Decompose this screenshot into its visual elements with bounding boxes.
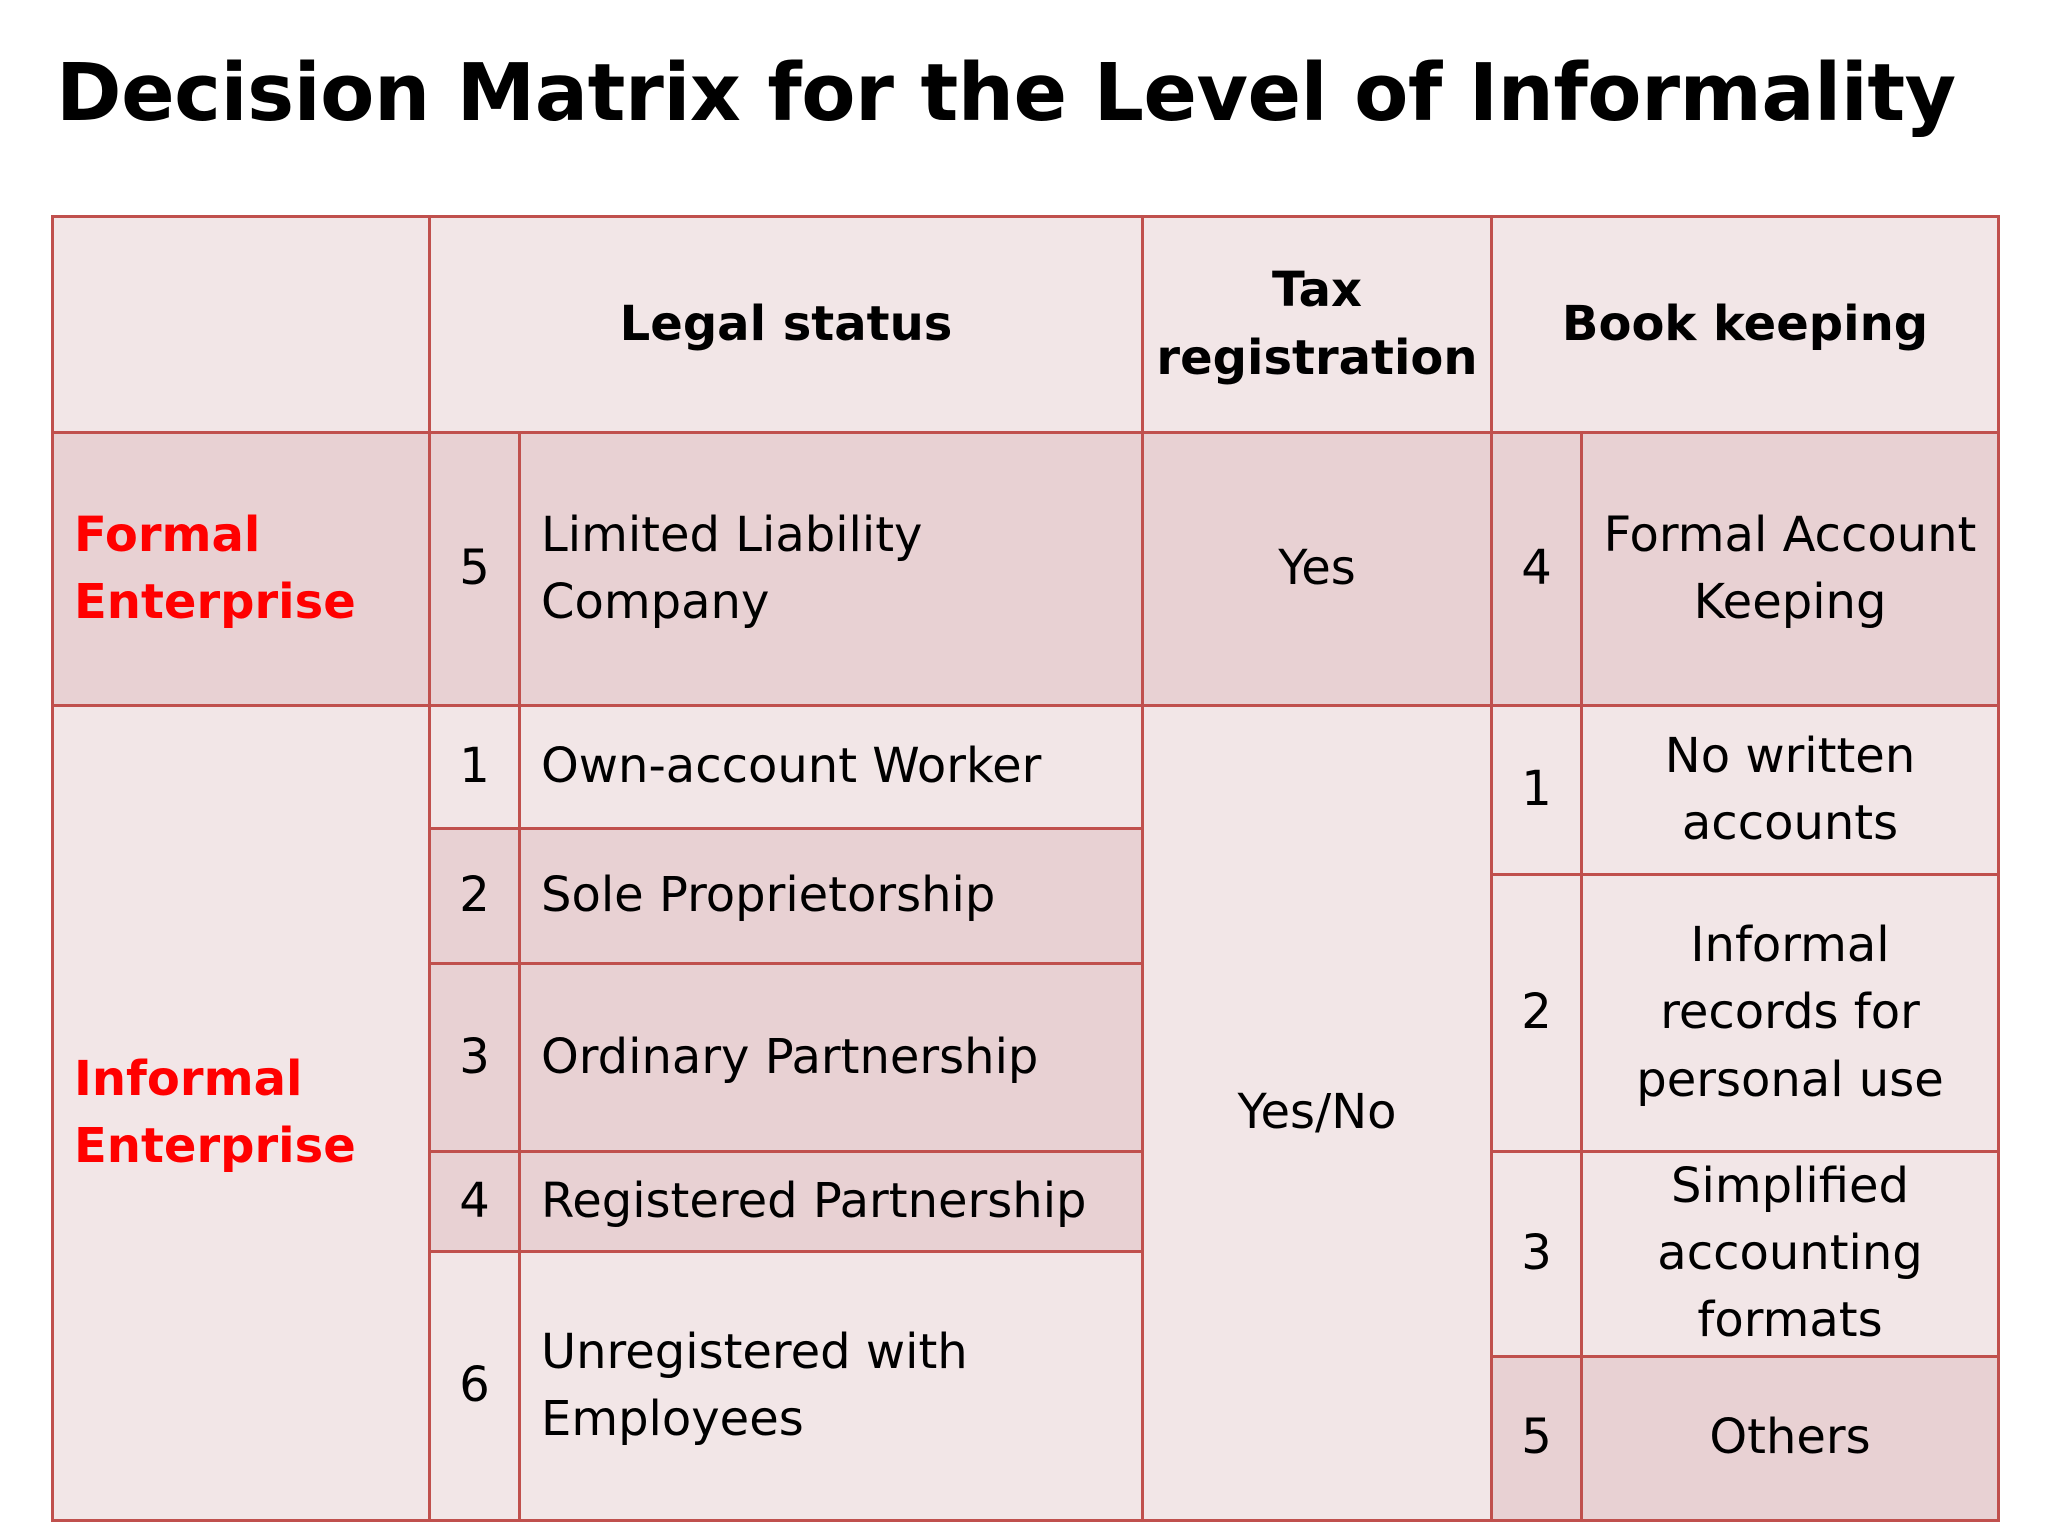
legal-status-sole-proprietorship: Sole Proprietorship xyxy=(520,829,1143,964)
book-2-line2: records for xyxy=(1660,984,1920,1041)
book-number-3: 3 xyxy=(1492,1152,1582,1357)
legal-status-unregistered-with-employees xyxy=(520,1252,1143,1521)
legal-number-2: 2 xyxy=(430,829,520,964)
book-keeping-no-written-accounts xyxy=(1582,706,1999,875)
formal-legal-line2: Company xyxy=(541,574,770,630)
book-keeping-others: Others xyxy=(1582,1356,1999,1520)
formal-tax-registration: Yes xyxy=(1143,433,1492,706)
tax-registration-header xyxy=(1143,217,1492,433)
tax-header-line2: registration xyxy=(1156,329,1478,386)
legal-status-ordinary-partnership: Ordinary Partnership xyxy=(520,964,1143,1152)
legal-number-3: 3 xyxy=(430,964,520,1152)
book-keeping-header: Book keeping xyxy=(1492,217,1999,433)
formal-book-keeping xyxy=(1582,433,1999,706)
decision-matrix-table xyxy=(51,215,2000,1522)
book-3-line2: accounting xyxy=(1657,1225,1923,1282)
book-3-line3: formats xyxy=(1697,1292,1883,1349)
legal-number-4: 4 xyxy=(430,1152,520,1252)
formal-book-number: 4 xyxy=(1492,433,1582,706)
header-row xyxy=(53,217,1999,433)
book-1-line1: No written xyxy=(1664,727,1916,784)
legal-status-registered-partnership: Registered Partnership xyxy=(520,1152,1143,1252)
legal-status-header: Legal status xyxy=(430,217,1143,433)
book-number-5: 5 xyxy=(1492,1356,1582,1520)
informal-tax-registration: Yes/No xyxy=(1143,706,1492,1521)
legal-6-line1: Unregistered with xyxy=(541,1323,968,1380)
informal-row xyxy=(53,706,1999,829)
book-number-2: 2 xyxy=(1492,875,1582,1152)
formal-legal-status xyxy=(520,433,1143,706)
legal-number-1: 1 xyxy=(430,706,520,829)
legal-status-own-account-worker: Own-account Worker xyxy=(520,706,1143,829)
formal-enterprise-label xyxy=(53,433,430,706)
formal-book-line1: Formal Account xyxy=(1603,506,1977,563)
book-1-line2: accounts xyxy=(1681,795,1899,851)
formal-book-line2: Keeping xyxy=(1693,574,1887,630)
legal-6-line2: Employees xyxy=(541,1390,804,1447)
informal-label-line2: Enterprise xyxy=(74,1117,356,1174)
formal-legal-line1: Limited Liability xyxy=(541,506,923,563)
legal-number-6: 6 xyxy=(430,1252,520,1521)
tax-header-line1: Tax xyxy=(1272,262,1362,319)
informal-label-line1: Informal xyxy=(74,1050,303,1107)
book-2-line3: personal use xyxy=(1636,1051,1944,1108)
formal-label-line1: Formal xyxy=(74,506,261,563)
corner-cell xyxy=(53,217,430,433)
formal-enterprise-row xyxy=(53,433,1999,706)
book-keeping-simplified-formats xyxy=(1582,1152,1999,1357)
formal-legal-number: 5 xyxy=(430,433,520,706)
book-2-line1: Informal xyxy=(1690,917,1890,974)
formal-label-line2: Enterprise xyxy=(74,574,356,630)
book-3-line1: Simplified xyxy=(1671,1158,1909,1214)
book-number-1: 1 xyxy=(1492,706,1582,875)
page-title: Decision Matrix for the Level of Informality xyxy=(56,47,1956,139)
book-keeping-informal-records xyxy=(1582,875,1999,1152)
informal-enterprise-label xyxy=(53,706,430,1521)
